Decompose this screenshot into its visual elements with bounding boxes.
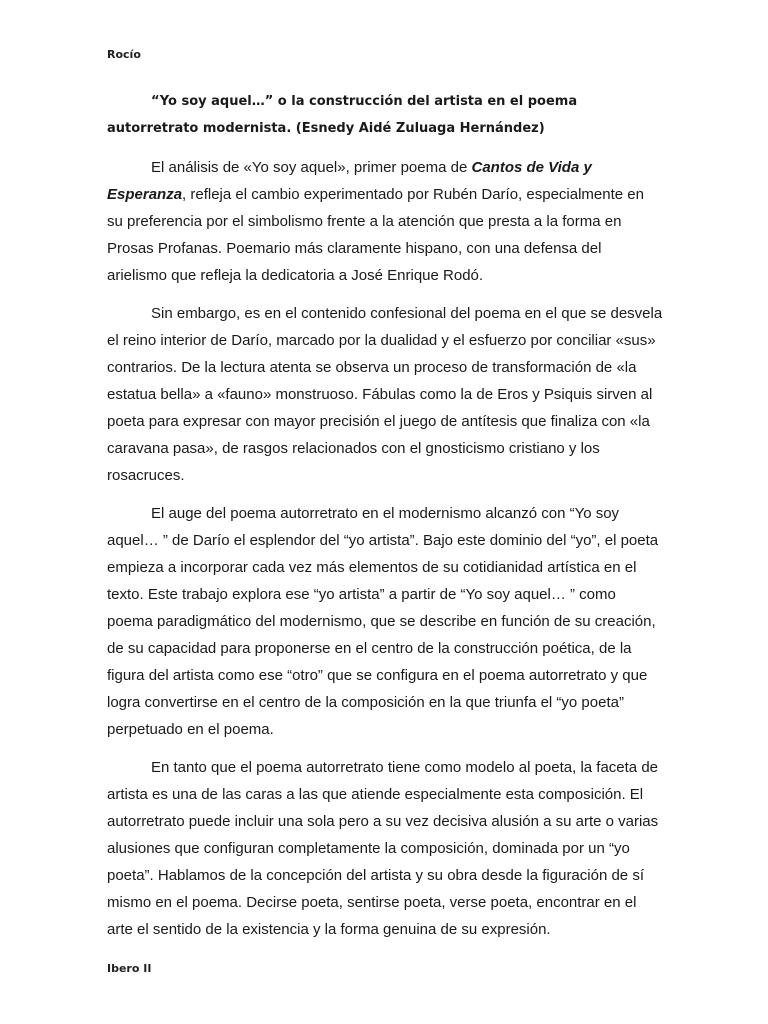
- book-title: Cantos de Vida y Esperanza: [107, 159, 592, 203]
- document-title: “Yo soy aquel…” o la construcción del artista en el poema autorretrato modernista. (Esnedy Aidé Zuluaga Hernández): [107, 94, 578, 136]
- paragraph-1-text-end: , refleja el cambio experimentado por Rubén Darío, especialmente en su preferencia por el simbolismo frente a la atención que presta a la forma en Prosas Profanas. Poemario más claramente hispano, con una defensa del arielismo que refleja la dedicatoria a José Enrique Rodó.: [107, 186, 644, 284]
- paragraph-1-text-start: El análisis de «Yo soy aquel», primer poema de: [151, 159, 472, 176]
- page-footer-label: Ibero II: [107, 962, 152, 975]
- document-body: [107, 88, 663, 954]
- paragraph-4: En tanto que el poema autorretrato tiene como modelo al poeta, la faceta de artista es una de las caras a las que atiende especialmente esta composición. El autorretrato puede incluir una sola pero a su vez decisiva alusión a su arte o varias alusiones que configuran completamente la composición, dominada por un “yo poeta”. Hablamos de la concepción del artista y su obra desde la figuración de sí mismo en el poema. Decirse poeta, sentirse poeta, verse poeta, encontrar en el arte el sentido de la existencia y la forma genuina de su expresión.: [107, 759, 659, 938]
- paragraph-1: [107, 154, 663, 289]
- paragraph-3: El auge del poema autorretrato en el modernismo alcanzó con “Yo soy aquel… ” de Darío el esplendor del “yo artista”. Bajo este dominio del “yo”, el poeta empieza a incorporar cada vez más elementos de su cotidianidad artística en el texto. Este trabajo explora ese “yo artista” a partir de “Yo soy aquel… ” como poema paradigmático del modernismo, que se describe en función de su creación, de su capacidad para proponerse en el centro de la construcción poética, de la figura del artista como ese “otro” que se configura en el poema autorretrato y que logra convertirse en el centro de la composición en la que triunfa el “yo poeta” perpetuado en el poema.: [107, 505, 659, 738]
- page-header-author: Rocío: [107, 48, 141, 61]
- paragraph-2: Sin embargo, es en el contenido confesional del poema en el que se desvela el reino interior de Darío, marcado por la dualidad y el esfuerzo por conciliar «sus» contrarios. De la lectura atenta se observa un proceso de transformación de «la estatua bella» a «fauno» monstruoso. Fábulas como la de Eros y Psiquis sirven al poeta para expresar con mayor precisión el juego de antítesis que finaliza con «la caravana pasa», de rasgos relacionados con el gnosticismo cristiano y los rosacruces.: [107, 305, 663, 484]
